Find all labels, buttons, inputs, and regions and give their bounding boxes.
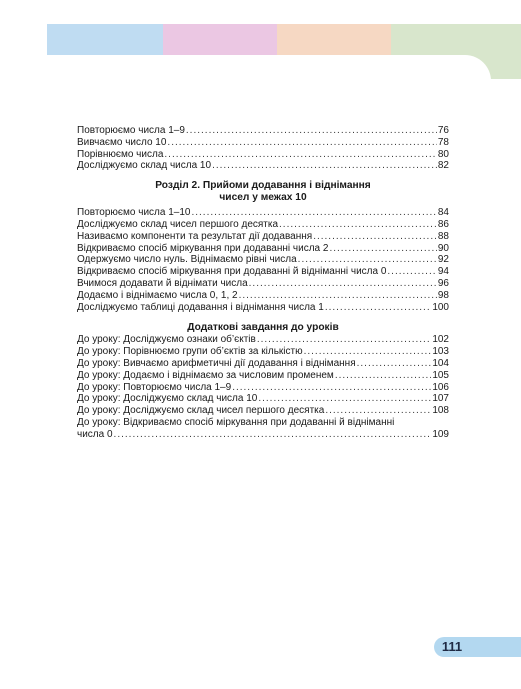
toc-entry-title: числа 0 — [77, 428, 113, 440]
toc-entry-title: Одержуємо число нуль. Віднімаємо рівні числа — [77, 254, 297, 266]
toc-leader-dots — [335, 370, 432, 382]
toc-entry-page: 100 — [432, 301, 449, 313]
toc-entry-page: 92 — [437, 254, 449, 266]
toc-entry — [77, 243, 449, 255]
toc-entry-title: До уроку: Додаємо і віднімаємо за числовим променем — [77, 369, 334, 381]
toc-entry-title: До уроку: Вивчаємо арифметичні дії додавання і віднімання — [77, 357, 356, 369]
toc-leader-dots — [313, 231, 437, 243]
toc-entry — [77, 137, 449, 149]
header-band-peach — [277, 24, 391, 55]
toc-leader-dots — [304, 346, 432, 358]
toc-entry-page: 78 — [437, 136, 449, 148]
toc-entry — [77, 393, 449, 405]
toc-entry-title: Повторюємо числа 1–9 — [77, 125, 185, 136]
toc-entry-page: 88 — [437, 230, 449, 242]
toc-leader-dots — [239, 290, 437, 302]
toc-entry — [77, 302, 449, 314]
toc-entry-title: До уроку: Досліджуємо склад чисел першого десятка — [77, 405, 325, 417]
toc-entry — [77, 290, 449, 302]
toc-leader-dots — [257, 334, 432, 346]
toc-entry-page: 96 — [437, 277, 449, 289]
toc-entry — [77, 207, 449, 219]
toc-entry-page: 104 — [432, 357, 449, 369]
toc-entry-title: До уроку: Відкриваємо спосіб міркування при додаванні й відніманні — [77, 416, 395, 428]
toc-entry — [77, 382, 449, 394]
toc-entry-title: До уроку: Досліджуємо склад числа 10 — [77, 393, 258, 405]
toc-entry-page: 80 — [437, 148, 449, 160]
extra-section-heading: Додаткові завдання до уроків — [187, 322, 339, 334]
toc-entry-title: Вивчаємо число 10 — [77, 136, 167, 148]
toc-leader-dots — [164, 149, 436, 161]
toc-entry-page: 90 — [437, 242, 449, 254]
toc-entry-page: 108 — [432, 405, 449, 417]
toc-entry-title: Досліджуємо склад чисел першого десятка — [77, 218, 279, 230]
toc-leader-dots — [258, 393, 431, 405]
toc-leader-dots — [167, 137, 436, 149]
section-heading: Розділ 2. Прийоми додавання і віднімання — [155, 180, 371, 192]
toc-entry-title: Вчимося додавати й віднімати числа — [77, 277, 248, 289]
toc-leader-dots — [329, 243, 436, 255]
toc-leader-dots — [387, 266, 436, 278]
header-band-pink — [163, 24, 277, 55]
toc-entry-title: Повторюємо числа 1–10 — [77, 207, 191, 219]
toc-entry — [77, 254, 449, 266]
toc-entry — [77, 346, 449, 358]
toc-leader-dots — [325, 302, 432, 314]
toc-entry-title: Досліджуємо склад числа 10 — [77, 160, 212, 172]
toc-entry-page: 84 — [437, 207, 449, 219]
toc-entry — [77, 429, 449, 441]
header-band-blue — [47, 24, 163, 55]
toc-entry — [77, 266, 449, 278]
toc-leader-dots — [249, 278, 437, 290]
toc-entry-title: До уроку: Порівнюємо групи об’єктів за кількістю — [77, 346, 303, 358]
section-heading-line2: чисел у межах 10 — [219, 192, 307, 204]
toc-entry-page: 102 — [432, 334, 449, 346]
toc-leader-dots — [191, 207, 436, 219]
toc-entry-page: 109 — [432, 428, 449, 440]
toc-leader-dots — [298, 254, 437, 266]
toc-entry — [77, 358, 449, 370]
toc-leader-dots — [186, 125, 437, 137]
toc-entry — [77, 149, 449, 161]
toc-entry — [77, 405, 449, 417]
toc-entry-title: До уроку: Повторюємо числа 1–9 — [77, 381, 232, 393]
toc-leader-dots — [212, 160, 437, 172]
toc-entry-page: 86 — [437, 218, 449, 230]
toc-entry — [77, 370, 449, 382]
table-of-contents — [77, 125, 449, 441]
toc-entry-title: Відкриваємо спосіб міркування при додаванні числа 2 — [77, 242, 329, 254]
toc-entry-title: Відкриваємо спосіб міркування при додаванні й відніманні числа 0 — [77, 266, 387, 278]
toc-entry — [77, 278, 449, 290]
toc-entry — [77, 219, 449, 231]
toc-entry — [77, 231, 449, 243]
toc-leader-dots — [325, 405, 431, 417]
toc-entry-title: До уроку: Досліджуємо ознаки об’єктів — [77, 334, 256, 346]
toc-entry-page: 76 — [437, 125, 449, 136]
toc-leader-dots — [279, 219, 437, 231]
header-band-curve — [391, 55, 491, 85]
toc-entry-page: 82 — [437, 160, 449, 172]
toc-entry-title: Досліджуємо таблиці додавання і віднімання числа 1 — [77, 301, 324, 313]
toc-leader-dots — [357, 358, 432, 370]
toc-entry-page: 106 — [432, 381, 449, 393]
toc-entry-page: 103 — [432, 346, 449, 358]
toc-entry — [77, 160, 449, 172]
toc-entry-page: 105 — [432, 369, 449, 381]
toc-leader-dots — [232, 382, 431, 394]
toc-entry-page: 107 — [432, 393, 449, 405]
toc-entry-title: Порівнюємо числа — [77, 148, 164, 160]
toc-entry-multiline-start — [77, 417, 449, 429]
toc-entry-title: Називаємо компоненти та результат дії додавання — [77, 230, 313, 242]
page-number: 111 — [441, 639, 463, 654]
toc-entry — [77, 125, 449, 137]
toc-entry-title: Додаємо і віднімаємо числа 0, 1, 2 — [77, 289, 238, 301]
toc-leader-dots — [114, 429, 432, 441]
toc-entry-page: 94 — [437, 266, 449, 278]
toc-entry — [77, 334, 449, 346]
toc-entry-page: 98 — [437, 289, 449, 301]
